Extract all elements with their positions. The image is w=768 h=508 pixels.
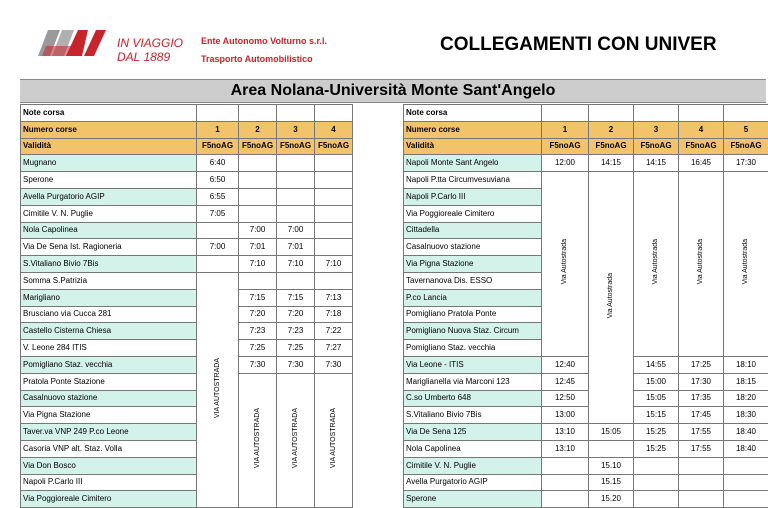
- stop-name: Nola Capolinea: [404, 440, 542, 457]
- departure-time: 7:01: [277, 239, 315, 256]
- validity-code: F5noAG: [315, 138, 353, 155]
- departure-time: 7:20: [277, 306, 315, 323]
- departure-time: 12:00: [542, 155, 589, 172]
- note-cell: [277, 105, 315, 122]
- stop-name: Casalnuovo stazione: [404, 239, 542, 256]
- run-number: 1: [542, 121, 589, 138]
- number-row: [21, 121, 353, 138]
- stop-name: Via De Sena 125: [404, 424, 542, 441]
- departure-time: 17:35: [679, 390, 724, 407]
- departure-time: 7:00: [277, 222, 315, 239]
- departure-time: 17:30: [724, 155, 768, 172]
- departure-time: [239, 172, 277, 189]
- document-title: COLLEGAMENTI CON UNIVER: [440, 34, 717, 56]
- departure-time: 16:45: [679, 155, 724, 172]
- departure-time: [634, 457, 679, 474]
- departure-time: 18:40: [724, 440, 768, 457]
- stop-row: [404, 424, 768, 441]
- via-autostrada-label: Via Autostrada: [605, 273, 617, 318]
- stop-row: [21, 188, 353, 205]
- logo-tagline: [117, 36, 183, 64]
- stop-row: [21, 306, 353, 323]
- departure-time: [315, 188, 353, 205]
- departure-time: [277, 272, 315, 289]
- stop-row: [404, 155, 768, 172]
- via-autostrada-label: VIA AUTOSTRADA: [328, 408, 340, 468]
- departure-time: [634, 491, 679, 508]
- departure-time: [315, 205, 353, 222]
- departure-time: 18:10: [724, 356, 768, 373]
- stop-name: Pratola Ponte Stazione: [21, 373, 197, 390]
- note-cell: [197, 105, 239, 122]
- departure-time: [277, 172, 315, 189]
- departure-time: [277, 155, 315, 172]
- departure-time: [542, 474, 589, 491]
- stop-row: [404, 491, 768, 508]
- departure-time: 7:13: [315, 289, 353, 306]
- via-autostrada-cell: [542, 172, 589, 357]
- departure-time: 7:30: [277, 356, 315, 373]
- stop-name: Sperone: [21, 172, 197, 189]
- departure-time: [315, 155, 353, 172]
- stop-row: [21, 222, 353, 239]
- stop-name: C.so Umberto 648: [404, 390, 542, 407]
- departure-time: 18:40: [724, 424, 768, 441]
- departure-time: 7:18: [315, 306, 353, 323]
- number-label: Numero corse: [21, 121, 197, 138]
- stop-name: P.co Lancia: [404, 289, 542, 306]
- stop-name: Casalnuovo stazione: [21, 390, 197, 407]
- departure-time: 7:25: [277, 340, 315, 357]
- departure-time: 12:45: [542, 373, 589, 390]
- departure-time: 7:05: [197, 205, 239, 222]
- stop-name: Mariglianella via Marconi 123: [404, 373, 542, 390]
- stop-row: [21, 356, 353, 373]
- note-cell: [634, 105, 679, 122]
- company-name: Ente Autonomo Volturno s.r.l.: [201, 32, 327, 50]
- departure-time: [315, 222, 353, 239]
- validity-code: F5noAG: [589, 138, 634, 155]
- stop-row: [21, 272, 353, 289]
- departure-time: 12:40: [542, 356, 589, 373]
- departure-time: 7:01: [239, 239, 277, 256]
- stop-name: Napoli P.Carlo III: [404, 188, 542, 205]
- stop-name: Tavernanova Dis. ESSO: [404, 272, 542, 289]
- stop-name: V. Leone 284 ITIS: [21, 340, 197, 357]
- stop-name: Cimitile V. N. Puglie: [21, 205, 197, 222]
- departure-time: 6:50: [197, 172, 239, 189]
- departure-time: [315, 272, 353, 289]
- departure-time: 7:15: [277, 289, 315, 306]
- departure-time: [315, 239, 353, 256]
- departure-time: 14:15: [634, 155, 679, 172]
- via-autostrada-cell: [679, 172, 724, 357]
- stop-name: Via Poggioreale Cimitero: [404, 205, 542, 222]
- via-autostrada-cell: [239, 373, 277, 507]
- note-cell: [315, 105, 353, 122]
- note-cell: [589, 105, 634, 122]
- company-division: Trasporto Automobilistico: [201, 50, 327, 68]
- departure-time: 15:25: [634, 424, 679, 441]
- stop-name: Brusciano via Cucca 281: [21, 306, 197, 323]
- via-autostrada-cell: [589, 172, 634, 424]
- departure-time: [277, 188, 315, 205]
- validity-code: F5noAG: [197, 138, 239, 155]
- stop-name: Nola Capolinea: [21, 222, 197, 239]
- run-number: 2: [239, 121, 277, 138]
- stop-row: [21, 340, 353, 357]
- page-header: [0, 0, 768, 70]
- departure-time: [679, 474, 724, 491]
- validity-code: F5noAG: [679, 138, 724, 155]
- stop-row: [21, 172, 353, 189]
- validity-code: F5noAG: [277, 138, 315, 155]
- run-number: 5: [724, 121, 768, 138]
- stop-row: [404, 457, 768, 474]
- note-label: Note corsa: [21, 105, 197, 122]
- departure-time: 15:05: [589, 424, 634, 441]
- departure-time: [315, 172, 353, 189]
- stop-name: Avella Purgatorio AGIP: [404, 474, 542, 491]
- stop-row: [404, 390, 768, 407]
- departure-time: 15.20: [589, 491, 634, 508]
- departure-time: 12:50: [542, 390, 589, 407]
- run-number: 4: [315, 121, 353, 138]
- departure-time: 17:55: [679, 424, 724, 441]
- via-autostrada-label: Via Autostrada: [740, 239, 752, 284]
- validity-row: [404, 138, 768, 155]
- departure-time: [589, 440, 634, 457]
- validity-label: Validità: [404, 138, 542, 155]
- stop-name: Via De Sena Ist. Ragioneria: [21, 239, 197, 256]
- departure-time: 7:23: [239, 323, 277, 340]
- departure-time: [542, 457, 589, 474]
- validity-code: F5noAG: [542, 138, 589, 155]
- departure-time: 15.10: [589, 457, 634, 474]
- stop-name: Castello Cisterna Chiesa: [21, 323, 197, 340]
- departure-time: 17:25: [679, 356, 724, 373]
- route-banner: Area Nolana-Università Monte Sant'Angelo: [20, 79, 766, 103]
- stop-name: Pomigliano Staz. vecchia: [404, 340, 542, 357]
- departure-time: [197, 256, 239, 273]
- departure-time: 7:23: [277, 323, 315, 340]
- return-timetable: [403, 104, 768, 508]
- logo-tagline-line-1: IN VIAGGIO: [117, 36, 183, 50]
- departure-time: 13:00: [542, 407, 589, 424]
- run-number: 2: [589, 121, 634, 138]
- via-autostrada-cell: [277, 373, 315, 507]
- stop-row: [21, 256, 353, 273]
- stop-name: Via Leone - ITIS: [404, 356, 542, 373]
- stop-name: Cittadella: [404, 222, 542, 239]
- stop-row: [21, 323, 353, 340]
- note-cell: [239, 105, 277, 122]
- via-autostrada-cell: [315, 373, 353, 507]
- stop-row: [404, 172, 768, 189]
- departure-time: [542, 491, 589, 508]
- departure-time: [679, 491, 724, 508]
- stop-row: [404, 407, 768, 424]
- stop-name: S.Vitaliano Bivio 7Bis: [21, 256, 197, 273]
- departure-time: 13:10: [542, 440, 589, 457]
- stop-row: [21, 373, 353, 390]
- departure-time: 7:10: [315, 256, 353, 273]
- stop-name: Pomigliano Nuova Staz. Circum: [404, 323, 542, 340]
- stop-row: [404, 474, 768, 491]
- departure-time: [679, 457, 724, 474]
- stop-name: S.Vitaliano Bivio 7Bis: [404, 407, 542, 424]
- stop-name: Napoli P.Carlo III: [21, 474, 197, 491]
- stop-name: Napoli Monte Sant Angelo: [404, 155, 542, 172]
- departure-time: 7:10: [277, 256, 315, 273]
- departure-time: 15:15: [634, 407, 679, 424]
- validity-label: Validità: [21, 138, 197, 155]
- stop-row: [404, 373, 768, 390]
- departure-time: 17:30: [679, 373, 724, 390]
- departure-time: 15:05: [634, 390, 679, 407]
- stop-name: Via Pigna Stazione: [21, 407, 197, 424]
- note-cell: [679, 105, 724, 122]
- departure-time: 15:25: [634, 440, 679, 457]
- stop-row: [404, 440, 768, 457]
- run-number: 3: [634, 121, 679, 138]
- departure-time: 7:20: [239, 306, 277, 323]
- departure-time: 18:20: [724, 390, 768, 407]
- departure-time: 13:10: [542, 424, 589, 441]
- departure-time: [277, 205, 315, 222]
- departure-time: 7:30: [239, 356, 277, 373]
- departure-time: [724, 457, 768, 474]
- departure-time: 7:27: [315, 340, 353, 357]
- validity-code: F5noAG: [724, 138, 768, 155]
- stop-name: Via Pigna Stazione: [404, 256, 542, 273]
- stop-name: Somma S.Patrizia: [21, 272, 197, 289]
- departure-time: [239, 205, 277, 222]
- via-autostrada-cell: [634, 172, 679, 357]
- eav-logo-mark: [34, 26, 114, 62]
- validity-code: F5noAG: [239, 138, 277, 155]
- stop-name: Avella Purgatorio AGIP: [21, 188, 197, 205]
- stop-row: [21, 289, 353, 306]
- stop-name: Casoria VNP alt. Staz. Volla: [21, 440, 197, 457]
- departure-time: 7:25: [239, 340, 277, 357]
- stop-name: Via Don Bosco: [21, 457, 197, 474]
- stop-row: [404, 356, 768, 373]
- departure-time: 18:30: [724, 407, 768, 424]
- departure-time: [239, 272, 277, 289]
- departure-time: 17:45: [679, 407, 724, 424]
- via-autostrada-label: Via Autostrada: [695, 239, 707, 284]
- stop-name: Marigliano: [21, 289, 197, 306]
- stop-name: Taver.va VNP 249 P.co Leone: [21, 424, 197, 441]
- departure-time: [239, 155, 277, 172]
- departure-time: 7:15: [239, 289, 277, 306]
- departure-time: [239, 188, 277, 205]
- number-label: Numero corse: [404, 121, 542, 138]
- departure-time: 7:10: [239, 256, 277, 273]
- stop-name: Pomigliano Pratola Ponte: [404, 306, 542, 323]
- eav-logo: [34, 26, 114, 67]
- via-autostrada-label: Via Autostrada: [559, 239, 571, 284]
- via-autostrada-label: Via Autostrada: [650, 239, 662, 284]
- note-row: [21, 105, 353, 122]
- stop-name: Mugnano: [21, 155, 197, 172]
- stop-name: Via Poggioreale Cimitero: [21, 491, 197, 508]
- departure-time: 6:40: [197, 155, 239, 172]
- stop-row: [21, 205, 353, 222]
- departure-time: 14:15: [589, 155, 634, 172]
- logo-tagline-line-2: DAL 1889: [117, 50, 183, 64]
- note-cell: [724, 105, 768, 122]
- note-label: Note corsa: [404, 105, 542, 122]
- note-cell: [542, 105, 589, 122]
- departure-time: 15.15: [589, 474, 634, 491]
- departure-time: [724, 491, 768, 508]
- departure-time: 14:55: [634, 356, 679, 373]
- departure-time: 7:30: [315, 356, 353, 373]
- number-row: [404, 121, 768, 138]
- run-number: 1: [197, 121, 239, 138]
- stop-row: [21, 239, 353, 256]
- via-autostrada-cell: [197, 272, 239, 507]
- via-autostrada-label: VIA AUTOSTRADA: [290, 408, 302, 468]
- company-info: [201, 32, 327, 68]
- validity-code: F5noAG: [634, 138, 679, 155]
- via-autostrada-label: VIA AUTOSTRADA: [212, 358, 224, 418]
- departure-time: 15:00: [634, 373, 679, 390]
- departure-time: 7:00: [197, 239, 239, 256]
- departure-time: 7:00: [239, 222, 277, 239]
- outbound-timetable: [20, 104, 353, 508]
- departure-time: [634, 474, 679, 491]
- departure-time: [724, 474, 768, 491]
- stop-name: Cimitile V. N. Puglie: [404, 457, 542, 474]
- stop-name: Sperone: [404, 491, 542, 508]
- via-autostrada-label: VIA AUTOSTRADA: [252, 408, 264, 468]
- departure-time: 17:55: [679, 440, 724, 457]
- note-row: [404, 105, 768, 122]
- departure-time: 18:15: [724, 373, 768, 390]
- validity-row: [21, 138, 353, 155]
- via-autostrada-cell: [724, 172, 768, 357]
- stop-name: Napoli P.tta Circumvesuviana: [404, 172, 542, 189]
- departure-time: 6:55: [197, 188, 239, 205]
- departure-time: [197, 222, 239, 239]
- departure-time: 7:22: [315, 323, 353, 340]
- stop-name: Pomigliano Staz. vecchia: [21, 356, 197, 373]
- run-number: 4: [679, 121, 724, 138]
- stop-row: [21, 155, 353, 172]
- run-number: 3: [277, 121, 315, 138]
